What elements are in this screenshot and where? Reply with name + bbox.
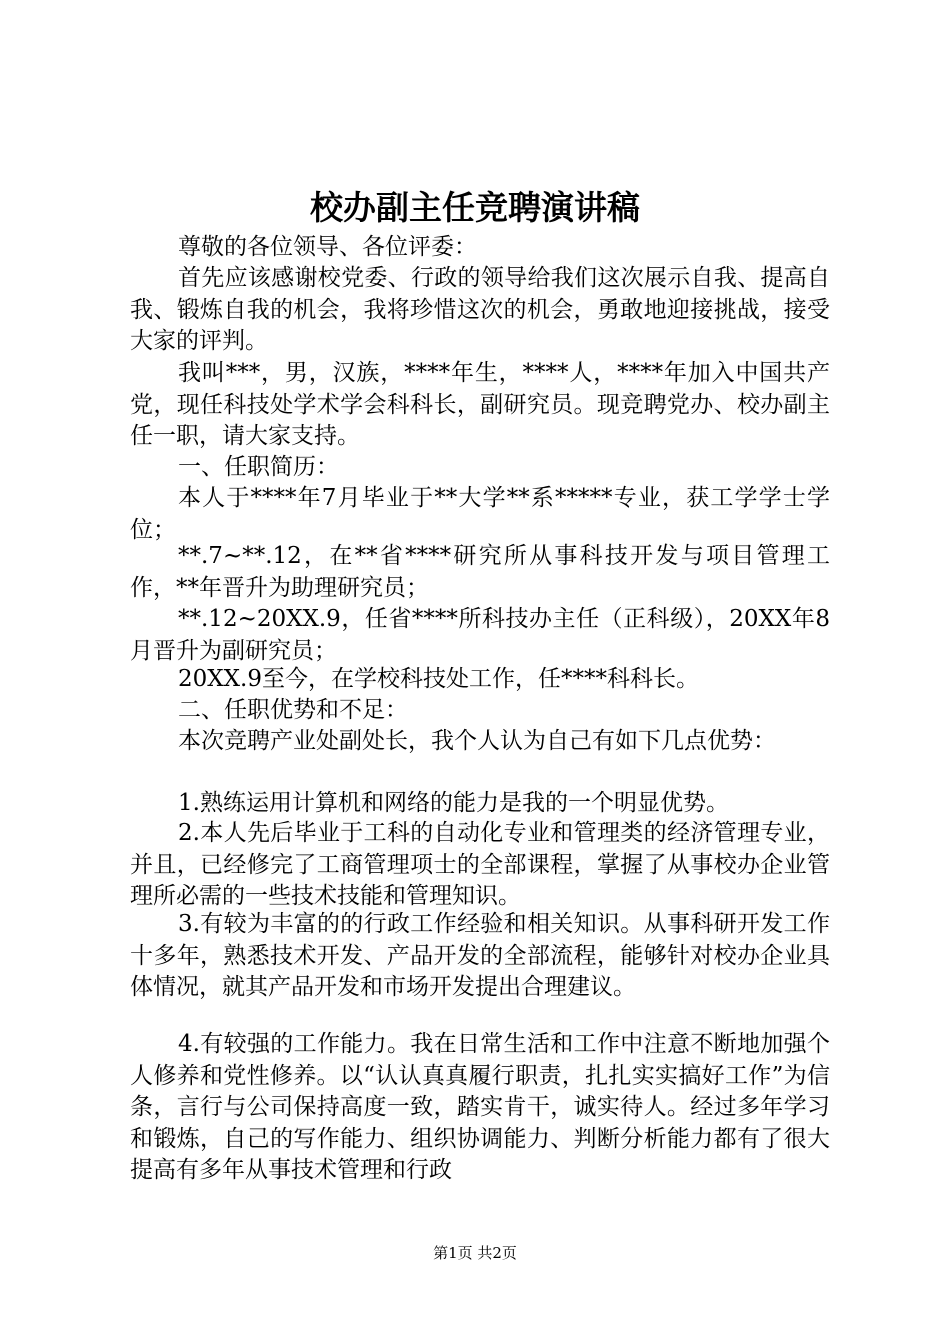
strength-item-2: 2.本人先后毕业于工科的自动化专业和管理类的经济管理专业，并且，已经修完了工商管理项士的全部课程，掌握了从事校办企业管理所必需的一些技术技能和管理知识。: [130, 820, 830, 909]
resume-item-research-institute: **.7~**.12，在**省****研究所从事科技开发与项目管理工作，**年晋升为助理研究员；: [130, 543, 830, 601]
section-heading-resume: 一、任职简历：: [178, 454, 339, 480]
resume-item-tech-office: **.12~20XX.9，任省****所科技办主任（正科级），20XX年8月晋升为副研究员；: [130, 606, 830, 664]
salutation: 尊敬的各位领导、各位评委：: [178, 234, 477, 260]
page-footer: 第1页 共2页: [433, 1244, 517, 1262]
paragraph-introduction: 我叫***，男，汉族，****年生，****人，****年加入中国共产党，现任科技处学术学会科科长，副研究员。现竞聘党办、校办副主任一职，请大家支持。: [130, 360, 830, 449]
document-title: 校办副主任竞聘演讲稿: [310, 188, 640, 227]
section-heading-strengths: 二、任职优势和不足：: [178, 697, 408, 723]
strength-item-4: 4.有较强的工作能力。我在日常生活和工作中注意不断地加强个人修养和党性修养。以“认认真真履行职责，扎扎实实搞好工作”为信条，言行与公司保持高度一致，踏实肯干，诚实待人。经过多年学习和锻炼，自己的写作能力、组织协调能力、判断分析能力都有了很大提高有多年从事技术管理和行政: [130, 1031, 830, 1183]
resume-item-current: 20XX.9至今，在学校科技处工作，任****科科长。: [178, 666, 699, 692]
strength-item-1: 1.熟练运用计算机和网络的能力是我的一个明显优势。: [178, 790, 729, 816]
strengths-intro: 本次竞聘产业处副处长，我个人认为自己有如下几点优势：: [178, 728, 776, 754]
paragraph-thanks: 首先应该感谢校党委、行政的领导给我们这次展示自我、提高自我、锻炼自我的机会，我将珍惜这次的机会，勇敢地迎接挑战，接受大家的评判。: [130, 265, 830, 354]
resume-item-education: 本人于****年7月毕业于**大学**系*****专业，获工学学士学位；: [130, 485, 830, 543]
strength-item-3: 3.有较为丰富的的行政工作经验和相关知识。从事科研开发工作十多年，熟悉技术开发、产品开发的全部流程，能够针对校办企业具体情况，就其产品开发和市场开发提出合理建议。: [130, 911, 830, 1000]
